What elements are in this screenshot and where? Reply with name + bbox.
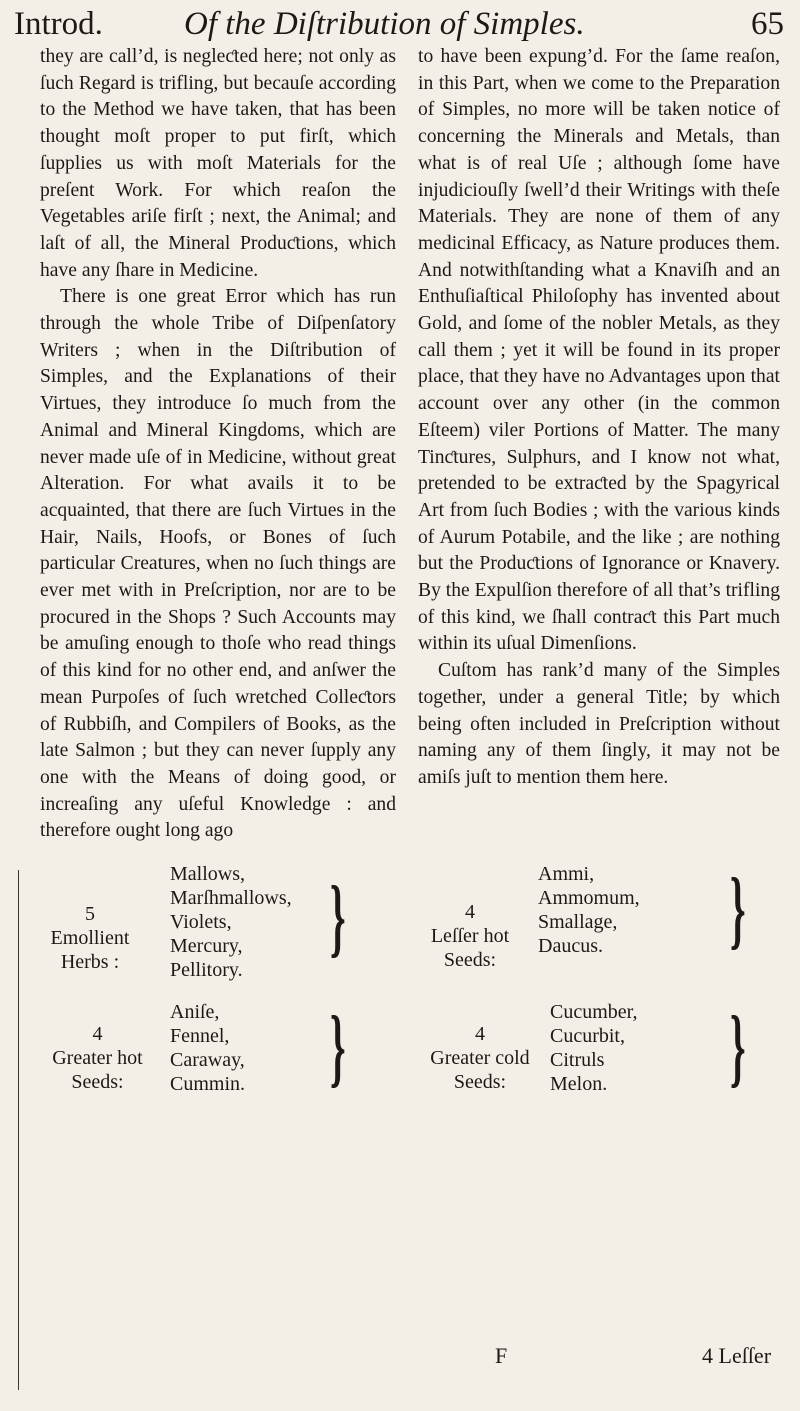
group-items xyxy=(538,862,640,958)
page-title: Of the Diſtribution of Simples. xyxy=(184,6,585,42)
right-brace-icon: } xyxy=(330,999,346,1096)
right-brace-icon: } xyxy=(330,869,346,966)
signature-mark: F xyxy=(495,1343,508,1368)
list-item: Caraway, xyxy=(170,1049,245,1071)
page-number: 65 xyxy=(751,6,784,42)
list-item: Marſhmallows, xyxy=(170,887,292,909)
group-name-line: Seeds: xyxy=(71,1071,124,1093)
list-item: Melon. xyxy=(550,1073,608,1095)
simples-groups-table xyxy=(0,862,800,1122)
list-item: Mallows, xyxy=(170,863,245,885)
list-item: Ammi, xyxy=(538,863,595,885)
list-item: Daucus. xyxy=(538,935,603,957)
paragraph: Cuſtom has rank’d many of the Simples together, under a general Title; by which being often included in Preſcription without naming any of them ſingly, it may not be amiſs juſt to mention them here. xyxy=(418,660,780,788)
group-items xyxy=(170,1000,245,1096)
list-item: Aniſe, xyxy=(170,1001,220,1023)
group-name-line: Greater hot xyxy=(52,1047,143,1069)
list-item: Violets, xyxy=(170,911,232,933)
list-item: Pellitory. xyxy=(170,959,243,981)
paragraph: There is one great Error which has run through the whole Tribe of Diſpenſatory Writers ; when in the Diſtribution of Simples, and the Explanations of their Virtues, they introduce ſo much from the Animal and Mineral Kingdoms, which are never made uſe of in Medicine, without great Alteration. For what avails it to be acquainted, that there are ſuch Virtues in the Hair, Nails, Hoofs, or Bones of ſuch particular Creatures, when no ſuch things are ever met with in Preſcription, nor are to be procured in the Shops ? Such Accounts may be amuſing enough to thoſe who read things of this kind for no other end, and anſwer the mean Purpoſes of ſuch wretched Colleƈtors of Rubbiſh, and Compilers of Books, as the late Salmon ; but they can never ſupply any one with the Means of doing good, or increaſing any uſeful Knowledge : and therefore ought long ago xyxy=(40,286,396,842)
right-brace-icon: } xyxy=(730,999,746,1096)
list-item: Ammomum, xyxy=(538,887,640,909)
group-name-line: Greater cold xyxy=(430,1047,530,1069)
paragraph: they are call’d, is negleƈted here; not only as ſuch Regard is trifling, but becauſe according to the Method we have taken, that has been thought moſt proper to put firſt, which ſupplies us with moſt Materials for the preſent Work. For which reaſon the Vegetables ariſe firſt ; next, the Animal; and laſt of all, the Mineral Produƈtions, which have any ſhare in Medicine. xyxy=(40,46,396,281)
group-label xyxy=(420,1022,540,1094)
group-name-line: Seeds: xyxy=(443,949,497,971)
group-count: 4 xyxy=(475,1023,485,1045)
list-item: Smallage, xyxy=(538,911,618,933)
group-label xyxy=(40,1022,155,1094)
group-items xyxy=(170,862,292,982)
catchword: 4 Leſſer xyxy=(702,1343,772,1368)
group-name-line: Seeds: xyxy=(453,1071,507,1093)
list-item: Cucumber, xyxy=(550,1001,638,1023)
group-label xyxy=(420,900,520,972)
paragraph: to have been expung’d. For the ſame reaſon, in this Part, when we come to the Preparation of Simples, no more will be taken notice of concerning the Minerals and Metals, than what is of real Uſe ; although ſome have injudiciouſly ſwell’d their Writings with theſe Materials. They are none of them of any medicinal Efficacy, as Nature produces them. And notwithſtanding what a Knaviſh and an Enthuſiaſtical Philoſophy has invented about Gold, and ſome of the nobler Metals, as they call them ; yet it will be found in its proper place, that they have no Advantages upon that account over any other (in the common Eſteem) viler Portions of Matter. The many Tinƈtures, Sulphurs, and I know not what, pretended to be extraƈted by the Spagyrical Art from ſuch Bodies ; with the various kinds of Aurum Potabile, and the like ; are nothing but the Produƈtions of Ignorance or Knavery. By the Expulſion therefore of all that’s trifling of this kind, we ſhall contraƈt this Part much within its uſual Dimenſions. xyxy=(418,46,780,655)
group-count: 5 xyxy=(85,903,95,925)
list-item: Mercury, xyxy=(170,935,243,957)
group-name-line: Herbs : xyxy=(60,951,120,973)
group-name-line: Emollient xyxy=(50,927,130,949)
group-label xyxy=(40,902,140,974)
list-item: Cummin. xyxy=(170,1073,246,1095)
list-item: Fennel, xyxy=(170,1025,230,1047)
right-brace-icon: } xyxy=(730,861,746,958)
running-header xyxy=(14,6,784,44)
group-items xyxy=(550,1000,638,1096)
section-label: Introd. xyxy=(14,6,103,42)
list-item: Cucurbit, xyxy=(550,1025,625,1047)
list-item: Citruls xyxy=(550,1049,605,1071)
right-text-column xyxy=(418,44,780,792)
group-count: 4 xyxy=(465,901,475,923)
group-name-line: Leſſer hot xyxy=(430,925,510,947)
group-count: 4 xyxy=(92,1023,103,1045)
left-text-column xyxy=(40,44,396,845)
